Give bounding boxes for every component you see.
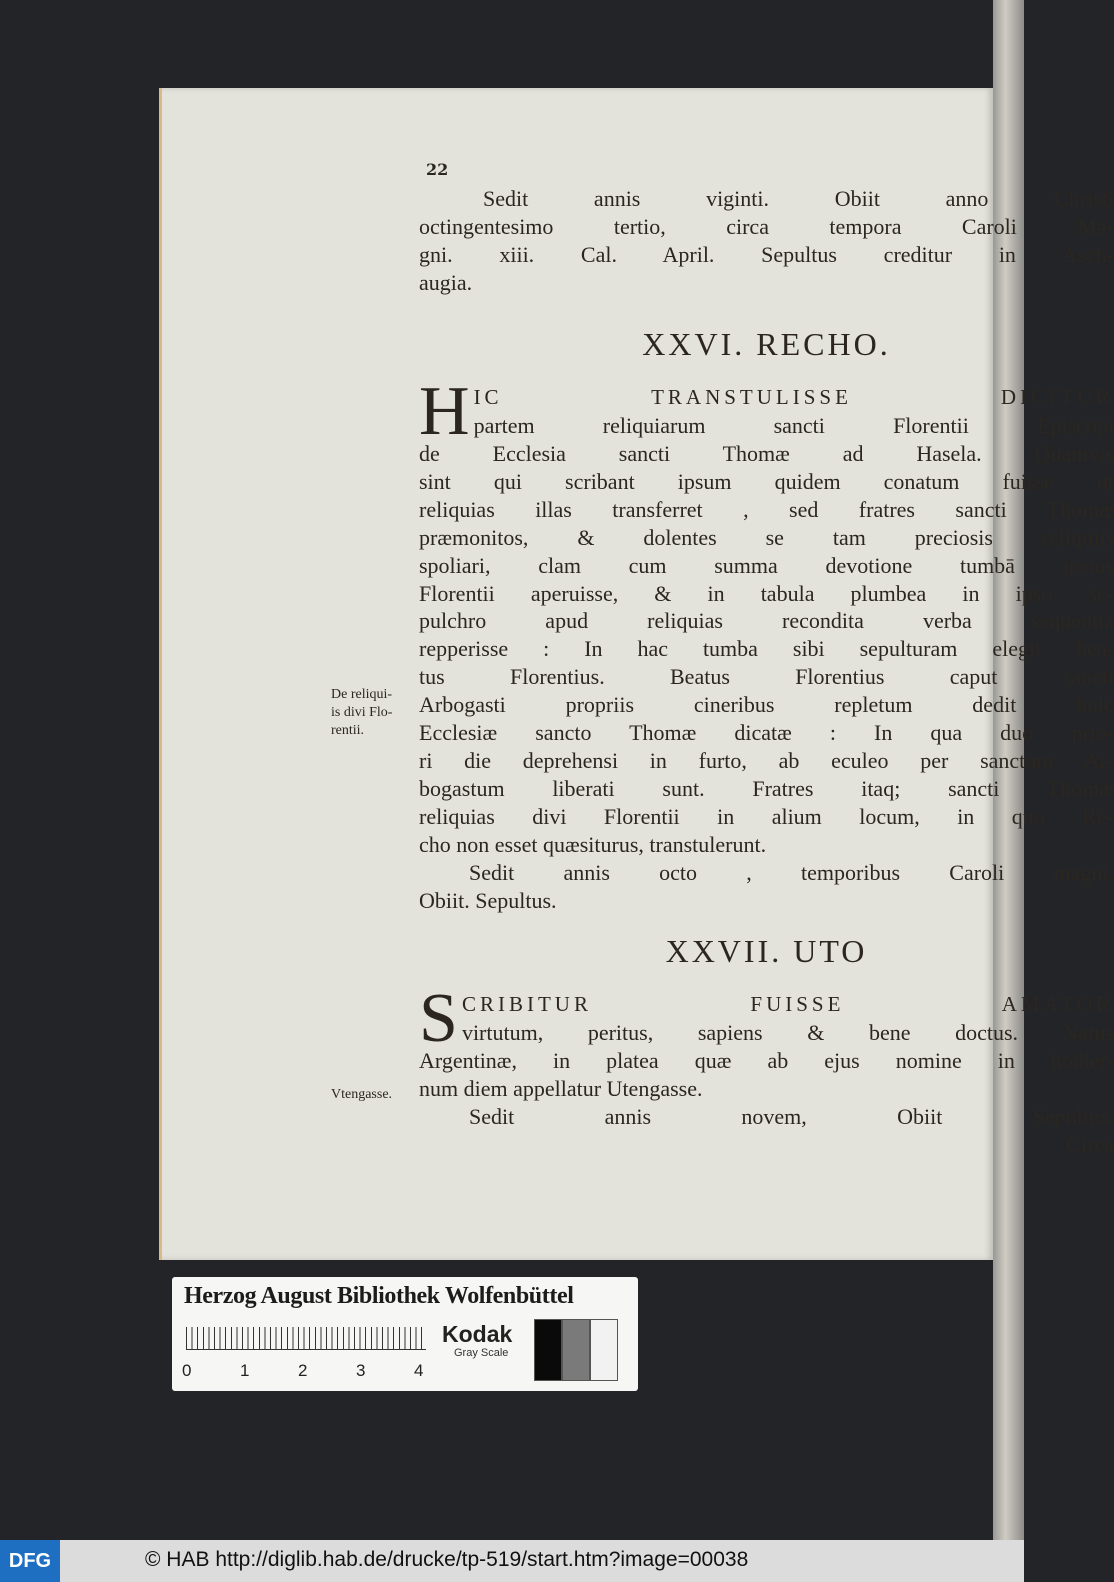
text-line: octingentesimo tertio, circa tempora Caroli Ma- xyxy=(419,213,1114,239)
text-line: de Ecclesia sancti Thomæ ad Hasela. Quamvis xyxy=(419,441,1114,466)
swatch-white xyxy=(590,1319,618,1381)
text-line: augia. xyxy=(419,269,473,295)
text-line: partem reliquiarum sancti Florentii Episcopi xyxy=(473,412,1114,438)
text-line: reliquias illas transferret , sed fratres sancti Thomæ xyxy=(419,496,1114,522)
section-recho-body xyxy=(419,373,1114,914)
section-heading-uto: XXVII. UTO xyxy=(665,933,868,969)
text-line: Arbogasti propriis cineribus repletum dedit huic xyxy=(419,692,1114,718)
footer-bar xyxy=(0,1540,1024,1582)
text-line: Florentii aperuisse, & in tabula plumbea in ipso se- xyxy=(419,580,1114,606)
text-line: præmonitos, & dolentes se tam preciosis reliquiis xyxy=(419,524,1114,550)
text-line: cho non esset quæsiturus, transtulerunt. xyxy=(419,831,767,857)
text-line: reliquias divi Florentii in alium locum, in quo Re- xyxy=(419,803,1114,829)
text-line: pulchro apud reliquias recondita verba sequentia xyxy=(419,608,1114,634)
top-paragraph xyxy=(419,185,1114,297)
ruler-number: 4 xyxy=(414,1361,424,1380)
gray-swatches xyxy=(534,1319,618,1381)
ruler-number: 3 xyxy=(356,1361,366,1380)
ruler-number: 2 xyxy=(298,1361,308,1380)
gray-scale-label: Gray Scale xyxy=(454,1347,509,1359)
margin-note-line: is divi Flo- xyxy=(331,705,393,720)
text-line: Argentinæ, in platea quæ ab ejus nomine in hodier- xyxy=(419,1048,1114,1073)
text-line: num diem appellatur Utengasse. xyxy=(419,1075,703,1101)
text-line: Ecclesiæ sancto Thomæ dicatæ : In qua duo prio- xyxy=(419,720,1114,746)
drop-cap: S xyxy=(419,980,458,1057)
text-line: gni. xiii. Cal. April. Sepultus creditur in Asch- xyxy=(419,241,1114,267)
text-line: repperisse : In hac tumba sibi sepulturam elegit bea- xyxy=(419,636,1114,662)
text-line: IC TRANSTULISSE DICITUR xyxy=(473,385,1114,409)
scale-ruler xyxy=(186,1327,426,1350)
swatch-gray xyxy=(562,1319,590,1381)
ruler-number: 0 xyxy=(182,1361,192,1380)
margin-note-line: rentii. xyxy=(331,723,365,738)
section-uto-body xyxy=(419,980,1114,1159)
text-line: bogastum liberati sunt. Fratres itaq; sancti Thomæ xyxy=(419,775,1114,801)
text-line: Sedit annis octo , temporibus Caroli magni. xyxy=(469,859,1114,885)
text-line: Sedit annis viginti. Obiit anno Christi xyxy=(483,186,1114,211)
section-heading-recho: XXVI. RECHO. xyxy=(642,326,891,362)
text-line: spoliari, clam cum summa devotione tumbā ipsius xyxy=(419,552,1114,578)
text-line: CRIBITUR FUISSE AMATOR xyxy=(461,992,1114,1016)
text-line: Obiit. Sepultus. xyxy=(419,887,557,913)
margin-note-reliquiis xyxy=(331,686,411,740)
kodak-logo: Kodak xyxy=(442,1321,513,1347)
text-line: tus Florentius. Beatus Florentius caput sancti xyxy=(419,664,1114,690)
page-number: 22 xyxy=(426,160,449,179)
dfg-logo: DFG xyxy=(0,1540,60,1582)
drop-cap: H xyxy=(419,373,470,450)
text-line: Sedit annis novem, Obiit Sepultus. xyxy=(469,1103,1114,1129)
text-line: sint qui scribant ipsum quidem conatum fuisse ut xyxy=(419,468,1114,494)
copyright-url[interactable]: © HAB http://diglib.hab.de/drucke/tp-519/start.htm?image=00038 xyxy=(145,1548,749,1571)
library-name: Herzog August Bibliothek Wolfenbüttel xyxy=(184,1283,574,1309)
ruler-number: 1 xyxy=(240,1361,250,1380)
margin-note-line: De reliqui- xyxy=(331,687,393,702)
color-target-card xyxy=(172,1277,638,1391)
margin-note-utengasse: Vtengasse. xyxy=(331,1087,393,1102)
swatch-black xyxy=(534,1319,562,1381)
catchword: Circa xyxy=(1066,1131,1114,1157)
text-line: ri die deprehensi in furto, ab eculeo per sanctum Ar- xyxy=(419,747,1114,773)
book-page xyxy=(159,88,1114,1260)
text-line: virtutum, peritus, sapiens & bene doctus. Natus xyxy=(461,1019,1114,1045)
